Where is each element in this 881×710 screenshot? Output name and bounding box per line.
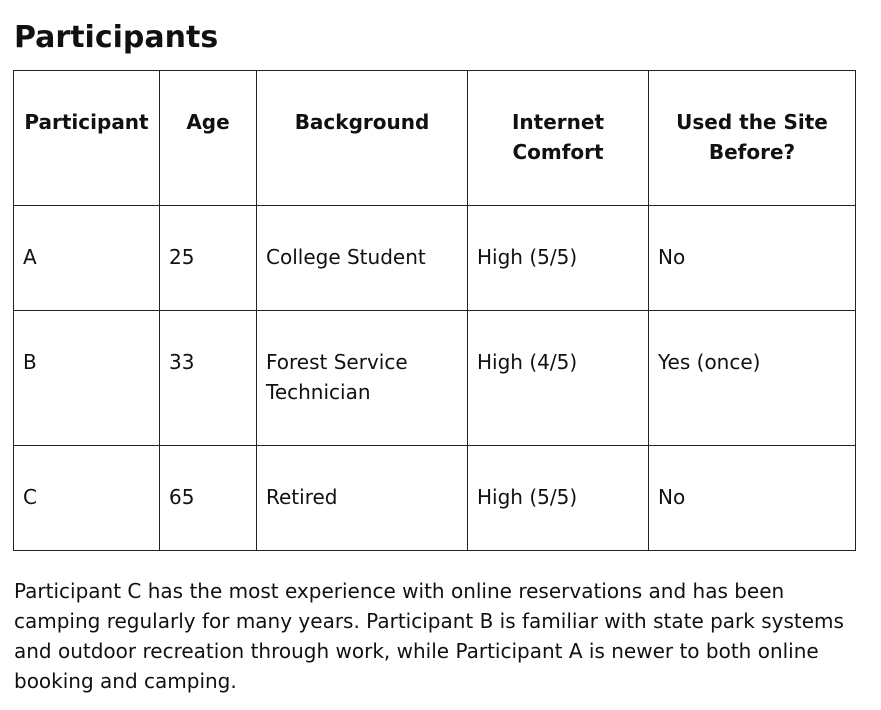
- cell-used-site-before: Yes (once): [649, 311, 856, 446]
- cell-participant: A: [14, 206, 160, 311]
- cell-age: 65: [160, 446, 257, 551]
- cell-participant: C: [14, 446, 160, 551]
- cell-age: 25: [160, 206, 257, 311]
- summary-paragraph: Participant C has the most experience with online reservations and has been camping regularly for many years. Participant B is familiar with state park systems and outdoor recreation through work, while Participant A is newer to both online booking and camping.: [14, 579, 844, 693]
- cell-internet-comfort: High (5/5): [468, 206, 649, 311]
- participants-table: [13, 70, 856, 551]
- cell-internet-comfort: High (4/5): [468, 311, 649, 446]
- table-row: [14, 446, 856, 551]
- cell-background: College Student: [257, 206, 468, 311]
- cell-background: Forest Service Technician: [257, 311, 468, 446]
- column-header-used-site-before: Used the Site Before?: [649, 71, 856, 206]
- cell-internet-comfort: High (5/5): [468, 446, 649, 551]
- cell-background: Retired: [257, 446, 468, 551]
- column-header-age: Age: [160, 71, 257, 206]
- cell-age: 33: [160, 311, 257, 446]
- column-header-internet-comfort: Internet Comfort: [468, 71, 649, 206]
- column-header-participant: Participant: [14, 71, 160, 206]
- table-row: [14, 311, 856, 446]
- cell-used-site-before: No: [649, 446, 856, 551]
- table-row: [14, 206, 856, 311]
- column-header-background: Background: [257, 71, 468, 206]
- page-title: Participants: [14, 20, 219, 55]
- table-header-row: [14, 71, 856, 206]
- cell-participant: B: [14, 311, 160, 446]
- cell-used-site-before: No: [649, 206, 856, 311]
